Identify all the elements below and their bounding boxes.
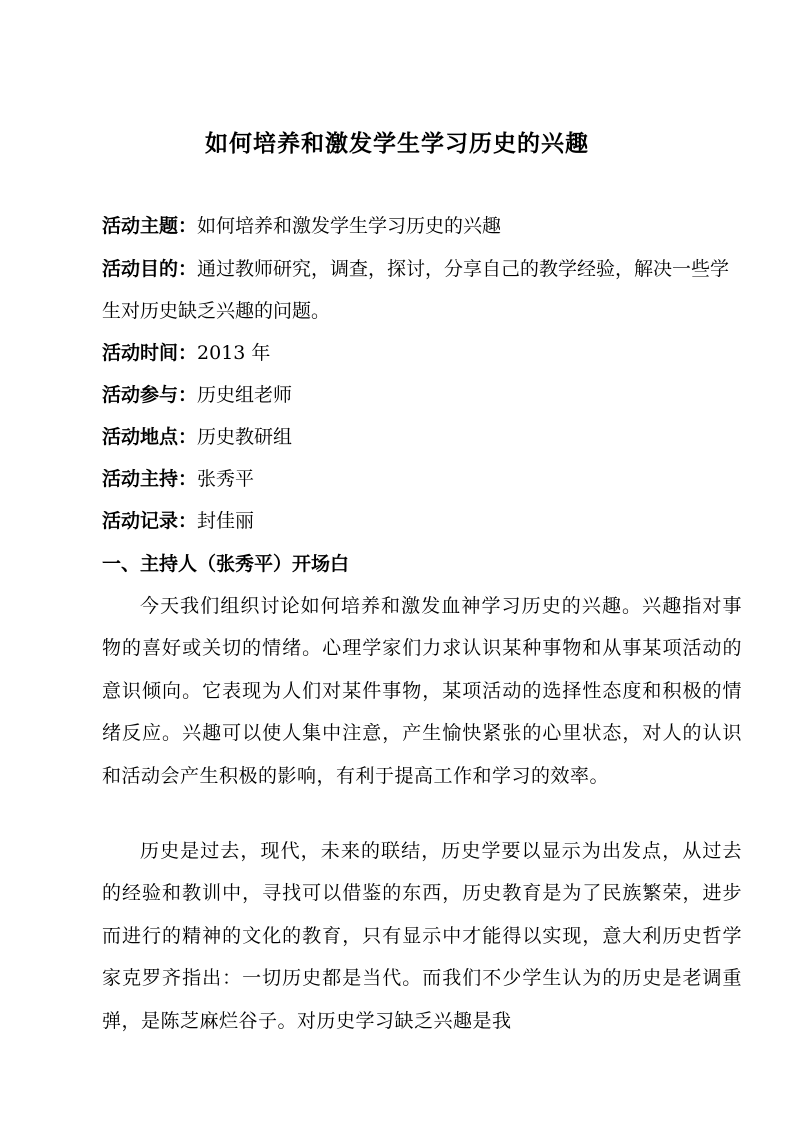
field-label: 活动记录： bbox=[102, 510, 198, 532]
field-label: 活动主题： bbox=[102, 215, 198, 237]
field-value: 张秀平 bbox=[197, 468, 255, 490]
field-activity-participants bbox=[102, 381, 742, 409]
field-activity-host bbox=[102, 465, 742, 493]
body-paragraph: 今天我们组织讨论如何培养和激发血神学习历史的兴趣。兴趣指对事物的喜好或关切的情绪。心理学家们力求认识某种事物和从事某项活动的意识倾向。它表现为人们对某件事物，某项活动的选择性态度和积极的情绪反应。兴趣可以使人集中注意，产生愉快紧张的心里状态，对人的认识和活动会产生积极的影响，有利于提高工作和学习的效率。 bbox=[102, 595, 742, 787]
field-value: 历史教研组 bbox=[197, 426, 293, 448]
field-activity-purpose bbox=[102, 248, 747, 332]
body-paragraph: 历史是过去，现代，未来的联结，历史学要以显示为出发点，从过去的经验和教训中，寻找可以借鉴的东西，历史教育是为了民族繁荣，进步而进行的精神的文化的教育，只有显示中才能得以实现，意大利历史哲学家克罗齐指出：一切历史都是当代。而我们不少学生认为的历史是老调重弹，是陈芝麻烂谷子。对历史学习缺乏兴趣是我 bbox=[102, 840, 742, 1032]
field-value: 2013 年 bbox=[197, 342, 271, 364]
field-label: 活动主持： bbox=[102, 468, 198, 490]
section-heading: 一、主持人（张秀平）开场白 bbox=[102, 553, 350, 575]
field-label: 活动地点： bbox=[102, 426, 198, 448]
field-value: 如何培养和激发学生学习历史的兴趣 bbox=[197, 215, 502, 237]
field-label: 活动参与： bbox=[102, 384, 198, 406]
field-value: 通过教师研究，调查，探讨，分享自己的教学经验，解决一些学生对历史缺乏兴趣的问题。 bbox=[102, 258, 730, 322]
field-activity-topic bbox=[102, 212, 742, 240]
field-value: 历史组老师 bbox=[197, 384, 293, 406]
page-title: 如何培养和激发学生学习历史的兴趣 bbox=[205, 130, 589, 157]
field-activity-recorder bbox=[102, 507, 742, 535]
field-value: 封佳丽 bbox=[197, 510, 255, 532]
field-label: 活动时间： bbox=[102, 342, 198, 364]
field-label: 活动目的： bbox=[102, 258, 198, 280]
field-activity-location bbox=[102, 423, 742, 451]
field-activity-time bbox=[102, 339, 742, 367]
